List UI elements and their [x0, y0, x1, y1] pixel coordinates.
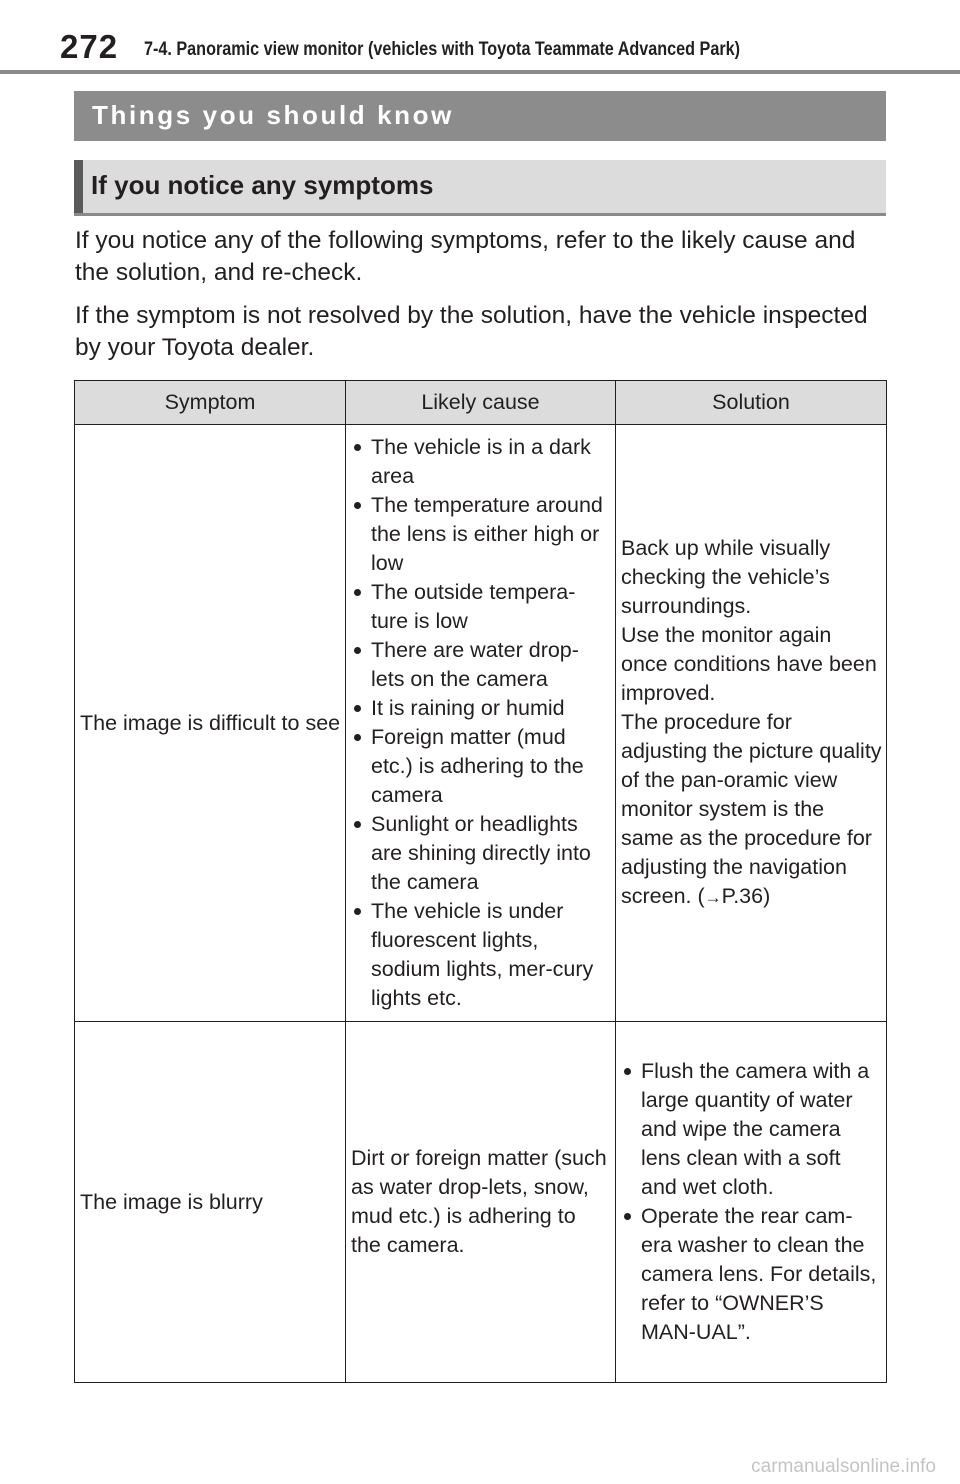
intro-paragraph: If the symptom is not resolved by the solution, have the vehicle inspected by your Toyota dealer. [75, 302, 868, 361]
solution-line-text: The procedure for adjusting the picture quality of the pan-oramic view monitor system is the same as the procedure for adjusting the navigation screen. ( [621, 710, 882, 908]
intro-paragraph: If you notice any of the following symptoms, refer to the likely cause and the solution, and re-check. [75, 227, 856, 286]
symptom-text: The image is blurry [80, 1189, 263, 1214]
subsection-heading-text: If you notice any symptoms [91, 170, 434, 200]
solution-cell [616, 425, 887, 1022]
cause-item: The outside tempera-ture is low [351, 578, 611, 636]
cause-item: The temperature around the lens is either high or low [351, 491, 611, 578]
table-header-row [75, 381, 887, 425]
solution-item: Operate the rear cam-era washer to clean the camera lens. For details, refer to “OWNER’S MAN-UAL”. [621, 1202, 882, 1347]
subsection-marker [74, 160, 83, 213]
cause-item: Foreign matter (mud etc.) is adhering to the camera [351, 723, 611, 810]
symptom-cell [75, 1022, 346, 1383]
likely-cause-cell [346, 1022, 616, 1383]
section-heading-text: Things you should know [92, 100, 454, 130]
solution-list [621, 1057, 882, 1347]
solution-line: Use the monitor again once conditions have been improved. [621, 623, 877, 705]
cause-list [351, 433, 611, 1013]
column-header-solution: Solution [616, 381, 887, 425]
likely-cause-cell [346, 425, 616, 1022]
table-row [75, 1022, 887, 1383]
arrow-icon: → [704, 888, 722, 907]
section-heading [74, 91, 886, 141]
page-number: 272 [60, 28, 119, 65]
solution-cell [616, 1022, 887, 1383]
table-row [75, 425, 887, 1022]
solution-line [621, 708, 882, 912]
cause-text: Dirt or foreign matter (such as water drop-lets, snow, mud etc.) is adhering to the camera. [351, 1146, 607, 1257]
solution-line: Back up while visually checking the vehicle’s surroundings. [621, 536, 831, 618]
watermark: carmanualsonline.info [751, 1456, 936, 1477]
cause-item: Sunlight or headlights are shining directly into the camera [351, 810, 611, 897]
intro-text [75, 225, 890, 375]
subsection-heading [74, 160, 886, 216]
symptom-text: The image is difficult to see [80, 710, 341, 735]
cause-item: There are water drop-lets on the camera [351, 636, 611, 694]
column-header-likely-cause: Likely cause [346, 381, 616, 425]
cause-item: The vehicle is in a dark area [351, 433, 611, 491]
cause-item: It is raining or humid [351, 694, 611, 723]
symptom-cell [75, 425, 346, 1022]
header-divider [0, 70, 960, 74]
symptom-table [74, 380, 887, 1383]
solution-item: Flush the camera with a large quantity of water and wipe the camera lens clean with a soft and wet cloth. [621, 1057, 882, 1202]
cause-item: The vehicle is under fluorescent lights, sodium lights, mer-cury lights etc. [351, 897, 611, 1013]
page-header [0, 0, 960, 74]
column-header-symptom: Symptom [75, 381, 346, 425]
chapter-title: 7-4. Panoramic view monitor (vehicles with Toyota Teammate Advanced Park) [144, 38, 741, 60]
page-reference: P.36) [721, 884, 771, 908]
